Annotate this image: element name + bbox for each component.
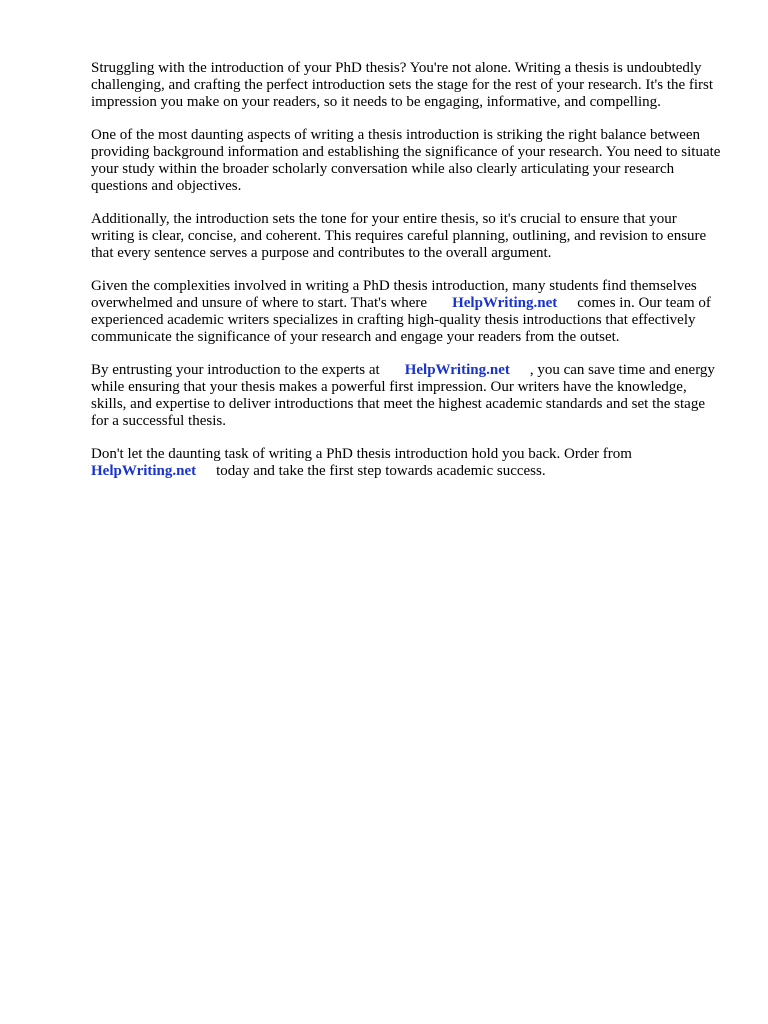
paragraph-text: Don't let the daunting task of writing a PhD thesis introduction hold you back. Order from <box>91 446 632 462</box>
helpwriting-link[interactable]: HelpWriting.net <box>91 463 197 479</box>
paragraph-entrusting <box>91 362 721 430</box>
paragraph-tone: Additionally, the introduction sets the tone for your entire thesis, so it's crucial to ensure that your writing is clear, concise, and coherent. This requires careful planning, outlining, and revision to ensure that every sentence serves a purpose and contributes to the overall argument. <box>91 211 707 261</box>
paragraph-text: today and take the first step towards academic success. <box>216 463 546 479</box>
helpwriting-link[interactable]: HelpWriting.net <box>452 295 558 311</box>
paragraph-intro: Struggling with the introduction of your PhD thesis? You're not alone. Writing a thesis is undoubtedly challenging, and crafting the perfect introduction sets the stage for the rest of your research. It's the first impression you make on your readers, so it needs to be engaging, informative, and compelling. <box>91 60 714 110</box>
paragraph-text: , you can save time and energy while ensuring that your thesis makes a powerful first impression. Our writers have the knowledge, skills, and expertise to deliver introductions that meet the highest academic standards and set the stage for a successful thesis. <box>91 362 715 429</box>
paragraph-order <box>91 446 721 480</box>
helpwriting-link[interactable]: HelpWriting.net <box>404 362 510 378</box>
document-page <box>91 60 721 496</box>
paragraph-text: Given the complexities involved in writing a PhD thesis introduction, many students find themselves overwhelmed and unsure of where to start. That's where <box>91 278 697 311</box>
paragraph-complexities <box>91 278 721 346</box>
paragraph-balance: One of the most daunting aspects of writing a thesis introduction is striking the right balance between providing background information and establishing the significance of your research. You need to situate your study within the broader scholarly conversation while also clearly articulating your research questions and objectives. <box>91 127 721 194</box>
paragraph-text: comes in. Our team of experienced academic writers specializes in crafting high-quality thesis introductions that effectively communicate the significance of your research and engage your readers from the outset. <box>91 295 711 345</box>
paragraph-text: By entrusting your introduction to the experts at <box>91 362 380 378</box>
